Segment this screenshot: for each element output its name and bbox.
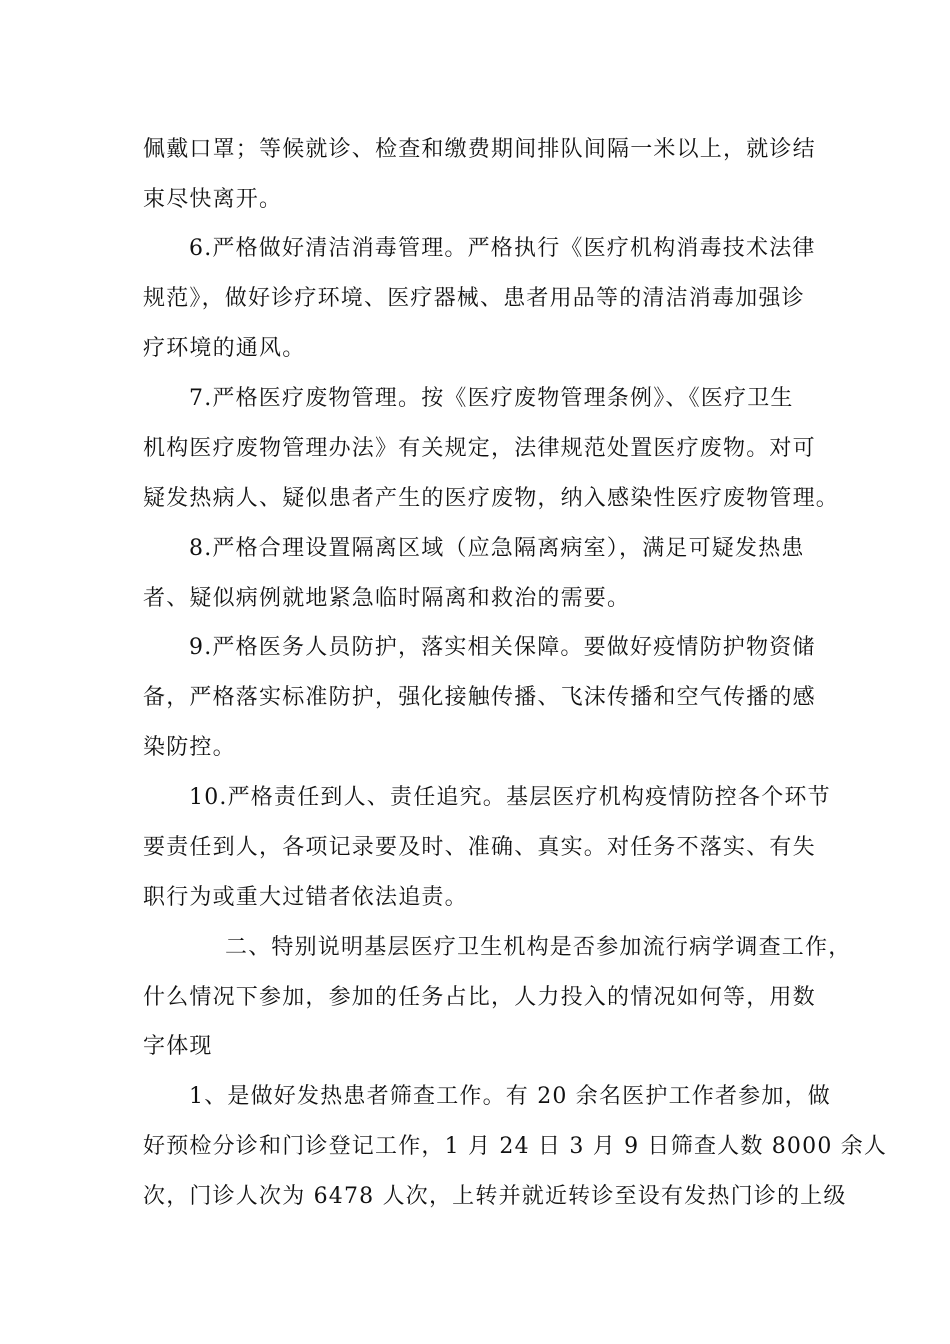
item-1-start: 1、是做好发热患者筛查工作。有 20 余名医护工作者参加，做 [189,1084,831,1109]
text-line: 职行为或重大过错者依法追责。 [143,885,468,910]
text-line: 疑发热病人、疑似患者产生的医疗废物，纳入感染性医疗废物管理。 [143,486,840,511]
text-line: 备，严格落实标准防护，强化接触传播、飞沫传播和空气传播的感 [143,685,816,710]
text-line: 好预检分诊和门诊登记工作，1 月 24 日 3 月 9 日筛查人数 8000 余人 [143,1134,888,1159]
paragraph-8-start: 8.严格合理设置隔离区域（应急隔离病室），满足可疑发热患 [189,536,805,561]
text-line: 要责任到人，各项记录要及时、准确、真实。对任务不落实、有失 [143,835,816,860]
text-line: 者、疑似病例就地紧急临时隔离和救治的需要。 [143,586,631,611]
text-line: 字体现 [143,1034,213,1059]
text-line: 机构医疗废物管理办法》有关规定，法律规范处置医疗废物。对可 [143,436,816,461]
section-2-heading: 二、特别说明基层医疗卫生机构是否参加流行病学调查工作， [225,935,852,960]
text-line: 规范》，做好诊疗环境、医疗器械、患者用品等的清洁消毒加强诊 [143,286,805,311]
paragraph-6-start: 6.严格做好清洁消毒管理。严格执行《医疗机构消毒技术法律 [189,236,816,261]
text-line: 佩戴口罩；等候就诊、检查和缴费期间排队间隔一米以上，就诊结 [143,137,816,162]
paragraph-10-start: 10.严格责任到人、责任追究。基层医疗机构疫情防控各个环节 [189,785,831,810]
paragraph-7-start: 7.严格医疗废物管理。按《医疗废物管理条例》、《医疗卫生 [189,386,794,411]
text-line: 疗环境的通风。 [143,336,306,361]
text-line: 染防控。 [143,735,236,760]
text-line: 次，门诊人次为 6478 人次，上转并就近转诊至设有发热门诊的上级 [143,1184,847,1209]
paragraph-9-start: 9.严格医务人员防护，落实相关保障。要做好疫情防护物资储 [189,635,816,660]
text-line: 束尽快离开。 [143,187,283,212]
text-line: 什么情况下参加，参加的任务占比，人力投入的情况如何等，用数 [143,985,816,1010]
